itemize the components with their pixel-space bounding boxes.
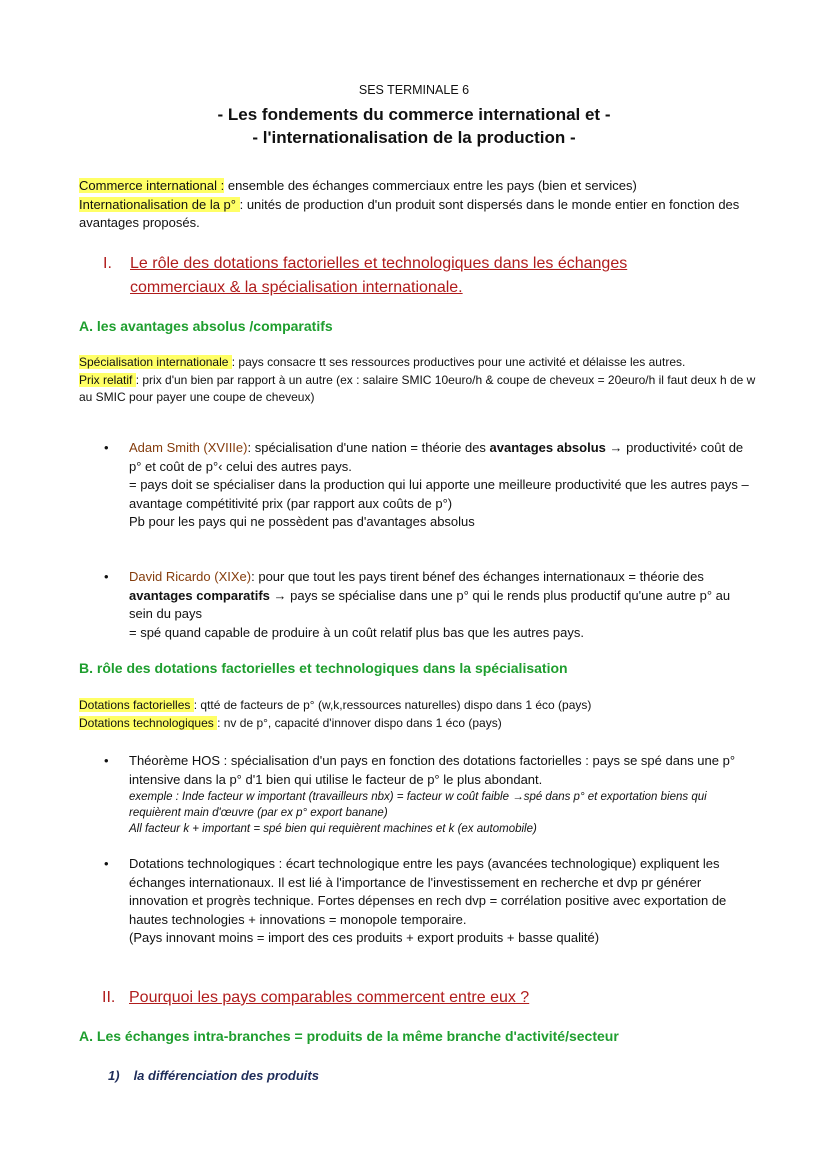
key-term: avantages absolus [489,440,606,455]
definition [79,714,769,732]
title-line-2: - l'internationalisation de la production - [252,128,576,147]
definition [79,696,769,714]
definition-text: : prix d'un bien par rapport à un autre (ex : salaire SMIC 10euro/h & coupe de cheveux = 20euro/h il faut deux h de w au SMIC pour payer une coupe de cheveux) [79,372,756,404]
bullet-dotations-technologiques [104,855,754,948]
text-line: = pays doit se spécialiser dans la production qui lui apporte une meilleure productivité que les autres pays – avantage compétitivité prix (par rapport aux coûts de p°) [129,477,749,511]
definition [79,354,769,372]
definition-text: : nv de p°, capacité d'innover dispo dans 1 éco (pays) [217,716,502,730]
subheading-2a: A. Les échanges intra-branches = produits de la même branche d'activité/secteur [79,1028,619,1044]
section-numeral: I. [103,255,112,272]
term: Prix relatif [79,372,136,387]
title-line-1: - Les fondements du commerce international et - [217,105,611,124]
definitions-a [79,354,769,407]
definition-text: ensemble des échanges commerciaux entre les pays (bien et services) [224,178,637,193]
section-title: Pourquoi les pays comparables commercent entre eux ? [129,989,530,1006]
example-text: exemple : Inde facteur w important (travailleurs nbx) = facteur w coût faible →spé dans p° et exportation biens qui requièrent main d'œuvre (par ex p° export banane) [129,791,707,819]
term: Dotations factorielles [79,698,194,712]
text: : pour que tout les pays tirent bénef des échanges internationaux = théorie des [251,569,704,584]
definition [79,177,769,196]
bullet-icon: • [104,856,109,871]
text: → productivité› coût de p° et coût de p°‹ celui des autres pays. [129,440,744,474]
bullet-icon: • [104,569,109,584]
text: Théorème HOS : spécialisation d'un pays en fonction des dotations factorielles : pays se spé dans une p° intensive dans la p° d'1 bien qui utilise le facteur de p° le plus abondant. [129,753,736,787]
definition [79,196,769,233]
term: Internationalisation de la p° [79,196,240,212]
definition-text: : qtté de facteurs de p° (w,k,ressources naturelles) dispo dans 1 éco (pays) [193,698,592,712]
definitions-b [79,696,769,732]
term: Dotations technologiques [79,716,218,730]
text: → pays se spécialise dans une p° qui le rends plus productif qu'une autre p° au sein du pays [129,587,731,621]
bullet-icon: • [104,440,109,455]
definition-text: : pays consacre tt ses ressources productives pour une activité et délaisse les autres. [231,355,686,369]
course-label: SES TERMINALE 6 [358,83,470,97]
bullet-hos [104,752,754,837]
author-name: David Ricardo (XIXe) [129,569,252,584]
definition [79,372,769,407]
numbered-item [108,1068,319,1083]
bullet-adam-smith [104,439,754,532]
text: : spécialisation d'une nation = théorie des [247,440,490,455]
text-line: Pb pour les pays qui ne possèdent pas d'avantages absolus [129,514,475,529]
text-line: = spé quand capable de produire à un coût relatif plus bas que les autres pays. [129,624,584,640]
subheading-b: B. rôle des dotations factorielles et technologiques dans la spécialisation [79,660,568,676]
definition-text: : unités de production d'un produit sont dispersés dans le monde entier en fonction des avantages proposés. [79,196,740,230]
item-number: 1) [108,1068,120,1083]
section-2-heading [102,986,702,1010]
text-line: (Pays innovant moins = import des ces produits + export produits + basse qualité) [129,930,600,945]
text: Dotations technologiques : écart technologique entre les pays (avancées technologique) expliquent les échanges internationaux. Il est lié à l'importance de l'investissement en recherche et dvp pr générer innovation et progrès technique. Fortes dépenses en rech dvp = corrélation positive avec exportation de hautes technologies + innovations = monopole temporaire. [129,856,727,927]
term: Spécialisation internationale [79,355,232,369]
section-numeral: II. [102,989,116,1006]
subheading-a: A. les avantages absolus /comparatifs [79,318,333,334]
item-text: la différenciation des produits [133,1068,319,1083]
bullet-icon: • [104,753,109,768]
example-text: All facteur k + important = spé bien qui requièrent machines et k (ex automobile) [129,823,537,835]
term: Commerce international : [79,178,225,193]
key-term: avantages comparatifs [129,587,270,603]
definitions [79,177,769,233]
section-title: Le rôle des dotations factorielles et technologiques dans les échanges commerciaux & la spécialisation internationale. [130,255,628,296]
bullet-david-ricardo [104,568,754,642]
section-1-heading [103,252,663,300]
author-name: Adam Smith (XVIIIe) [129,440,248,455]
